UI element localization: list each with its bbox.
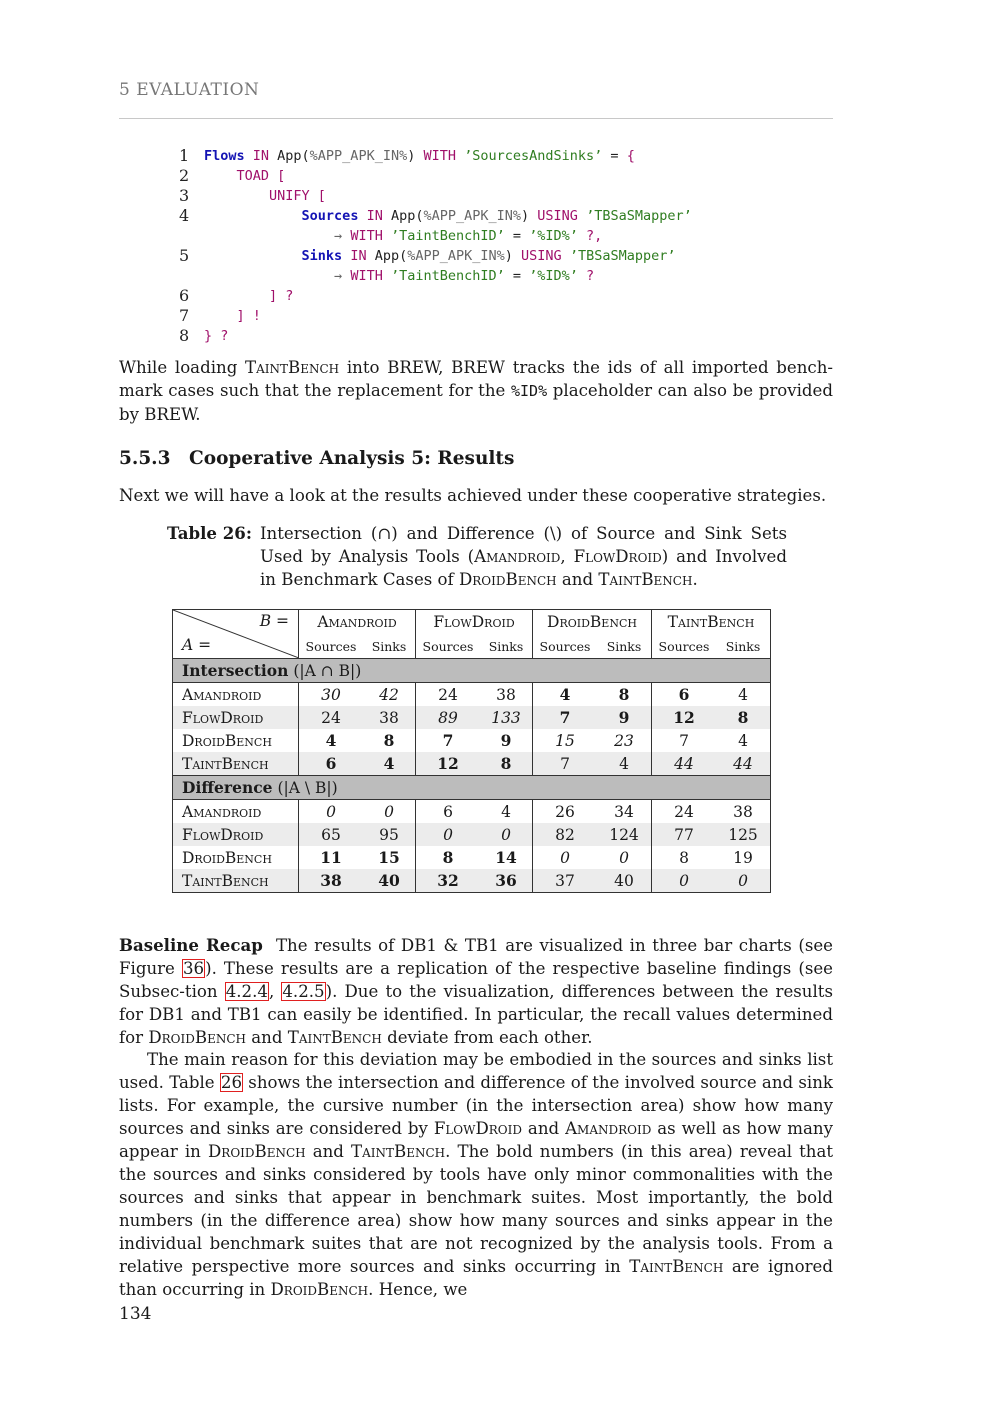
text-span: into BREW, BREW tracks the ids of all imported bench-mark cases such that the replacement for the xyxy=(119,358,833,400)
code-token: %APP_APK_IN% xyxy=(423,208,522,224)
table-cell: 38 xyxy=(299,869,364,893)
line-number: 6 xyxy=(179,286,190,305)
text-flowdroid: FlowDroid xyxy=(433,1119,523,1138)
table-cell: 9 xyxy=(597,706,652,729)
section-label-cell xyxy=(173,776,771,800)
text-span: . Hence, we xyxy=(368,1280,468,1299)
table-cell: 11 xyxy=(320,848,342,867)
table-cell: 8 xyxy=(716,706,771,729)
paragraph-intro: Next we will have a look at the results achieved under these cooperative strategies. xyxy=(119,486,827,505)
table-row xyxy=(173,729,771,752)
row-header: DroidBench xyxy=(173,729,299,752)
code-token: USING xyxy=(537,208,587,224)
code-token: ) xyxy=(504,248,522,264)
column-subheader: Sources xyxy=(539,638,591,654)
code-text xyxy=(204,266,594,286)
text-span: Intersection (∩) and Difference (\) of Source and Sink Sets Used by Analysis Tools ( xyxy=(260,524,787,566)
text-span: are ignored than occurring in xyxy=(119,1257,833,1299)
table-cell: 4 xyxy=(325,731,337,750)
code-token: App( xyxy=(277,148,310,164)
row-header: FlowDroid xyxy=(173,706,299,729)
code-token: TOAD [ xyxy=(204,168,286,184)
table-cell: 0 xyxy=(326,802,336,821)
subsection-reference-link[interactable]: 4.2.4 xyxy=(225,982,268,1001)
code-text xyxy=(204,206,692,226)
row-header: DroidBench xyxy=(173,846,299,869)
subsection-reference-link[interactable]: 4.2.5 xyxy=(282,982,325,1001)
code-token: ?, xyxy=(577,228,603,244)
code-text xyxy=(204,246,675,266)
code-token: UNIFY [ xyxy=(204,188,326,204)
table-cell: 7 xyxy=(559,708,571,727)
header-rule xyxy=(119,118,833,119)
table-cell: 44 xyxy=(716,752,771,776)
section-label: Difference xyxy=(182,778,273,797)
code-token: ] ! xyxy=(204,308,261,324)
table-corner-cell xyxy=(173,610,299,659)
table-cell: 15 xyxy=(363,846,416,869)
table-cell: 19 xyxy=(716,846,771,869)
code-token: → xyxy=(334,268,351,284)
text-span: shows the intersection and difference of the involved source and sink lists. For example, the cursive number (in the intersection area) show how many sources and sinks are considered by xyxy=(119,1073,833,1138)
line-number: 4 xyxy=(179,206,190,225)
text-span: placeholder can also be provided by BREW. xyxy=(119,381,833,424)
code-token: ’TBSaSMapper’ xyxy=(586,208,692,224)
column-subheader: Sources xyxy=(422,638,474,654)
text-droidbench: DroidBench xyxy=(270,1280,369,1299)
table-row xyxy=(173,846,771,869)
column-subheader: Sinks xyxy=(480,634,533,659)
code-text xyxy=(204,306,261,326)
table-row xyxy=(173,823,771,846)
text-taintbench: TaintBench xyxy=(287,1028,382,1047)
table-cell: 6 xyxy=(678,685,690,704)
table-row xyxy=(173,869,771,893)
text-taintbench: TaintBench xyxy=(245,358,340,377)
text-span: ). These results are a replication of the respective baseline findings (see Subsec-tion xyxy=(119,959,833,1001)
column-subheader: Sinks xyxy=(363,634,416,659)
table-row xyxy=(173,706,771,729)
line-number: 2 xyxy=(179,166,190,185)
code-token: %APP_APK_IN% xyxy=(407,248,505,264)
table-cell: 124 xyxy=(597,823,652,846)
code-token: Sources xyxy=(301,208,359,224)
table-cell: 8 xyxy=(363,729,416,752)
text-span: and xyxy=(245,1028,288,1047)
table-cell: 23 xyxy=(597,729,652,752)
table-cell: 4 xyxy=(716,683,771,707)
table-cell: 30 xyxy=(321,685,341,704)
table-cell: 38 xyxy=(480,683,533,707)
table-cell: 6 xyxy=(443,802,453,821)
code-token: WITH xyxy=(423,148,465,164)
table-cell: 0 xyxy=(560,848,570,867)
code-token: WITH xyxy=(350,268,391,284)
code-token: Flows xyxy=(204,148,245,164)
table-cell: 32 xyxy=(416,869,481,893)
column-group-header: Amandroid xyxy=(299,610,416,635)
text-span: and xyxy=(305,1142,352,1161)
table-cell: 65 xyxy=(321,825,341,844)
column-group-header: FlowDroid xyxy=(416,610,533,635)
table-row xyxy=(173,683,771,707)
table-cell: 8 xyxy=(442,848,454,867)
code-text xyxy=(204,166,285,186)
code-token: ] ? xyxy=(204,288,294,304)
column-subheader: Sinks xyxy=(716,634,771,659)
line-number: 3 xyxy=(179,186,190,205)
code-token xyxy=(204,248,302,264)
text-span: The results of DB1 & TB1 are visualized in three bar charts (see Figure xyxy=(119,936,839,978)
table-cell: 37 xyxy=(533,869,598,893)
code-token: = xyxy=(602,148,627,164)
table-cell: 77 xyxy=(674,825,694,844)
code-token: %APP_APK_IN% xyxy=(309,148,408,164)
table-row xyxy=(173,752,771,776)
text-droidbench: DroidBench xyxy=(207,1142,306,1161)
table-cell: 4 xyxy=(363,752,416,776)
table-cell: 44 xyxy=(674,754,694,773)
text-span: and xyxy=(556,570,599,589)
text-taintbench: TaintBench xyxy=(351,1142,446,1161)
table-row xyxy=(173,800,771,824)
code-text xyxy=(204,226,602,246)
row-header: FlowDroid xyxy=(173,823,299,846)
text-amandroid: Amandroid xyxy=(565,1119,652,1138)
code-token: → xyxy=(334,228,351,244)
table-cell: 34 xyxy=(597,800,652,824)
section-label: Intersection xyxy=(182,661,289,680)
table-cell: 26 xyxy=(555,802,575,821)
table-cell: 125 xyxy=(716,823,771,846)
text-span: deviate from each other. xyxy=(381,1028,593,1047)
running-header: 5 EVALUATION xyxy=(119,80,260,100)
paragraph-brew-loading xyxy=(119,356,833,426)
column-subheader: Sinks xyxy=(597,634,652,659)
table-cell: 24 xyxy=(674,802,694,821)
row-header: Amandroid xyxy=(173,800,299,824)
section-heading xyxy=(119,448,514,469)
section-title: Cooperative Analysis 5: Results xyxy=(189,448,515,469)
text-span: and xyxy=(522,1119,566,1138)
section-formula: (|A ∩ B|) xyxy=(288,662,362,680)
table-cell: 0 xyxy=(480,823,533,846)
paragraph-main-reason xyxy=(119,1048,833,1301)
table-cell: 12 xyxy=(437,754,459,773)
table-cell: 7 xyxy=(560,754,570,773)
text-droidbench: DroidBench xyxy=(148,1028,246,1047)
text-span: as well as how many appear in xyxy=(119,1119,833,1161)
table-cell: 12 xyxy=(673,708,695,727)
code-token: ’SourcesAndSinks’ xyxy=(464,148,603,164)
code-token: USING xyxy=(521,248,570,264)
code-token: = xyxy=(504,228,530,244)
intersection-difference-table xyxy=(172,609,771,893)
table-cell: 9 xyxy=(480,729,533,752)
text-flowdroid: FlowDroid xyxy=(573,547,662,566)
corner-label-a: A = xyxy=(182,636,212,654)
code-text xyxy=(204,326,228,346)
table-cell: 4 xyxy=(480,800,533,824)
code-token: ) xyxy=(407,148,424,164)
code-token: WITH xyxy=(350,228,391,244)
code-token xyxy=(204,228,334,244)
table-cell: 7 xyxy=(442,731,454,750)
text-span: . The bold numbers (in this area) reveal that the sources and sinks considered by tools have only minor commonalities with the sources and sinks that appear in benchmark suites. Most importantly, the bold numbers (in the difference area) show how many sources and sinks appear in the individual benchmark suites that are not recognized by the analysis tools. From a relative perspective more sources and sinks occurring in xyxy=(119,1142,834,1276)
code-token: ) xyxy=(521,208,538,224)
table-section-row xyxy=(173,659,771,683)
code-token: IN xyxy=(342,248,375,264)
table-cell: 15 xyxy=(555,731,575,750)
code-text xyxy=(204,186,326,206)
code-token: } ? xyxy=(204,328,229,344)
table-cell: 4 xyxy=(716,729,771,752)
section-label-cell xyxy=(173,659,771,683)
row-header: TaintBench xyxy=(173,752,299,776)
table-cell: 8 xyxy=(679,848,689,867)
table-cell: 24 xyxy=(438,685,458,704)
table-cell: 8 xyxy=(480,752,533,776)
code-token: = xyxy=(504,268,530,284)
section-formula: (|A \ B|) xyxy=(272,779,338,797)
row-header: Amandroid xyxy=(173,683,299,707)
code-token xyxy=(204,208,302,224)
figure-reference-link[interactable]: 36 xyxy=(182,959,205,978)
table-cell: 8 xyxy=(597,683,652,707)
code-token: ’TBSaSMapper’ xyxy=(569,248,676,264)
row-header: TaintBench xyxy=(173,869,299,893)
column-subheader: Sources xyxy=(658,638,710,654)
table-cell: 38 xyxy=(716,800,771,824)
code-token: Sinks xyxy=(301,248,343,264)
corner-label-b: B = xyxy=(259,612,289,630)
text-span: The main reason for this deviation may be embodied in the sources and sinks list used. Table xyxy=(119,1050,833,1092)
text-taintbench: TaintBench xyxy=(598,570,693,589)
section-number: 5.5.3 xyxy=(119,448,171,469)
text-span: ). Due to the visualization, differences between the results for DB1 and TB1 can easily be identified. In particular, the recall values determined for xyxy=(119,982,833,1047)
code-text xyxy=(204,286,293,306)
table-cell: 24 xyxy=(321,708,341,727)
caption-text xyxy=(260,522,787,591)
text-span: ) and Involved in Benchmark Cases of xyxy=(260,547,787,589)
table-cell: 82 xyxy=(555,825,575,844)
table-cell: 14 xyxy=(480,846,533,869)
table-header-row xyxy=(173,610,771,635)
table-cell: 38 xyxy=(363,706,416,729)
table-cell: 36 xyxy=(480,869,533,893)
table-cell: 89 xyxy=(438,708,458,727)
code-token: ’%ID%’ xyxy=(529,228,578,244)
text-droidbench: DroidBench xyxy=(458,570,557,589)
code-token: App( xyxy=(374,248,408,264)
column-subheader: Sources xyxy=(305,638,357,654)
column-group-header: DroidBench xyxy=(533,610,652,635)
code-token: ’%ID%’ xyxy=(529,268,578,284)
text-span: . xyxy=(692,570,698,589)
code-token: IN xyxy=(244,148,278,164)
text-span: , xyxy=(560,547,574,566)
column-group-header: TaintBench xyxy=(652,610,771,635)
table-cell: 95 xyxy=(363,823,416,846)
inline-code: %ID% xyxy=(511,382,548,400)
line-number: 8 xyxy=(179,326,190,345)
code-token: App( xyxy=(390,208,424,224)
line-number: 7 xyxy=(179,306,190,325)
text-span: , xyxy=(268,982,282,1001)
table-cell: 42 xyxy=(363,683,416,707)
text-span: While loading xyxy=(119,358,246,377)
table-cell: 0 xyxy=(443,825,453,844)
table-section-row xyxy=(173,776,771,800)
paragraph-baseline-recap xyxy=(119,934,839,1049)
code-text xyxy=(204,146,635,166)
text-taintbench: TaintBench xyxy=(629,1257,724,1276)
table-reference-link[interactable]: 26 xyxy=(220,1073,243,1092)
line-number: 1 xyxy=(179,146,190,165)
table-cell: 40 xyxy=(597,869,652,893)
table-cell: 0 xyxy=(363,800,416,824)
line-number: 5 xyxy=(179,246,190,265)
caption-label: Table 26: xyxy=(167,523,252,543)
code-token xyxy=(204,268,334,284)
table-cell: 4 xyxy=(597,752,652,776)
paragraph-heading: Baseline Recap xyxy=(119,935,263,955)
code-token: ’TaintBenchID’ xyxy=(390,228,505,244)
table-cell: 0 xyxy=(716,869,771,893)
text-amandroid: Amandroid xyxy=(474,547,561,566)
code-token: ? xyxy=(577,268,595,284)
code-token: ’TaintBenchID’ xyxy=(390,268,505,284)
code-token: { xyxy=(626,148,635,164)
table-cell: 133 xyxy=(480,706,533,729)
code-token: IN xyxy=(358,208,391,224)
page-number: 134 xyxy=(119,1304,152,1324)
table-cell: 6 xyxy=(325,754,337,773)
table-cell: 0 xyxy=(597,846,652,869)
table-cell: 4 xyxy=(559,685,571,704)
table-cell: 0 xyxy=(652,869,717,893)
table-cell: 40 xyxy=(363,869,416,893)
table-cell: 7 xyxy=(679,731,689,750)
